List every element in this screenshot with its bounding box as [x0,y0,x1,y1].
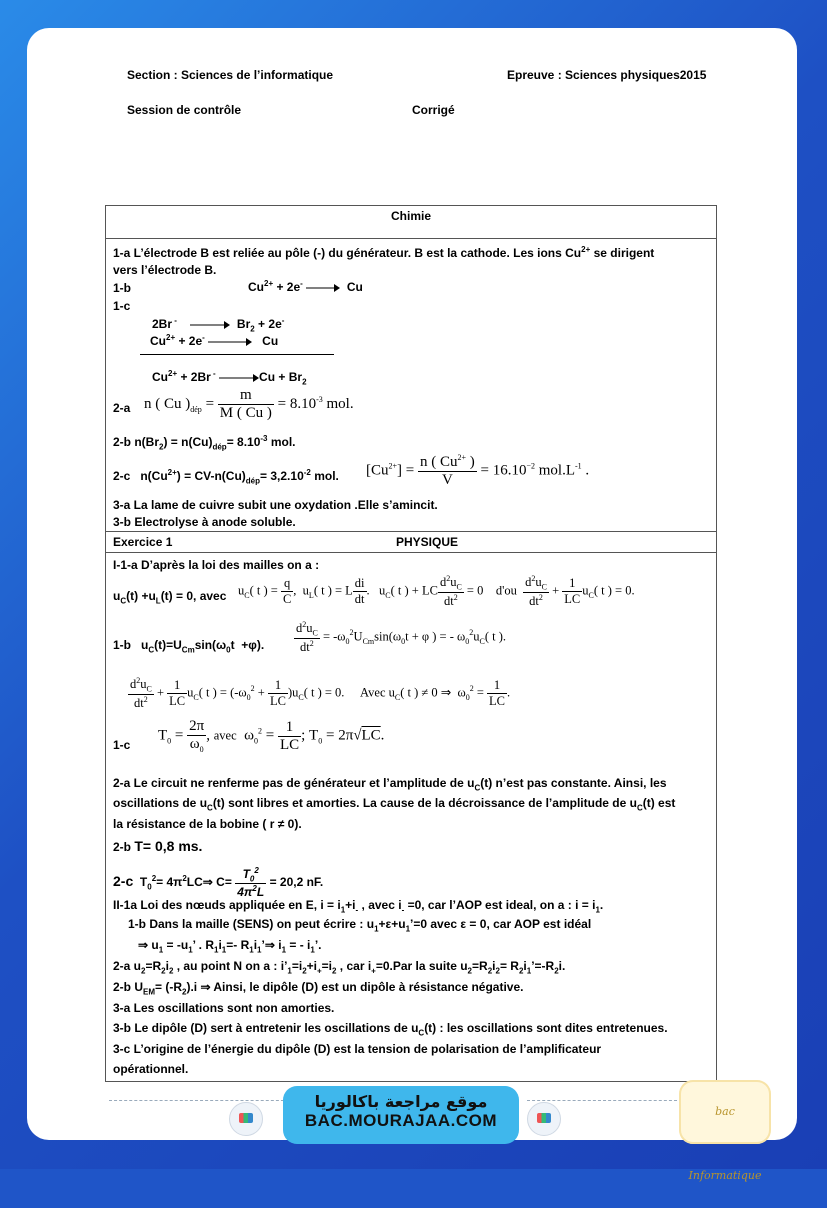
physique-title: PHYSIQUE [396,535,459,549]
arrow-icon [306,283,340,293]
physique-2b-ii: 2-b $U_{EM}= (-R_2).i$ ⇒ Ainsi, le dipôle (D) est un dipôle à résistance négative. [113,980,524,997]
site-url[interactable]: BAC.MOURAJAA.COM [304,1111,498,1130]
logo-icon [527,1102,561,1136]
physique-2c: 2-c $T_0^2=$ $4\pi^2LC\Rightarrow$ C= $\frac{T_0^2}{4\pi^2L}$ = 20,2 nF. [113,866,324,900]
section-label: Section : Sciences de l’informatique [127,68,334,82]
logo-icon [229,1102,263,1136]
chimie-3a: 3-a La lame de cuivre subit une oxydation .Elle s’amincit. [113,498,438,512]
document-page [27,28,797,1182]
physique-3b: 3-b Le dipôle (D) sert à entretenir les oscillations de $u_C(t)$ : les oscillations sont dites entretenues. [113,1021,668,1038]
answer-table [105,205,717,1082]
footer-divider [527,1100,677,1101]
corrige-label: Corrigé [412,103,455,117]
chimie-1a-line1: 1-a L’électrode B est reliée au pôle (-) du générateur. B est la cathode. Les ions $Cu^{2+}$ se dirigent [113,245,655,260]
physique-2a-ii: 2-a $u_2=R_2i_2$ , au point N on a : $i’_1=i_2+i_+=i_2$ , car $i_+=0.Par$ la suite $u_2=R_2i_2=$ $R_2i_1’=-R_2i$. [113,959,566,976]
reaction-cathode: $Cu^{2+} + 2e^-$ Cu [248,279,363,294]
arrow-icon [219,373,259,383]
equation-omega: $\frac{d^2u_C}{dt^2}$ + $\frac{1}{LC}$ $u_C$( t ) = ($-\omega_0^2$ + $\frac{1}{LC}$ )$u_C$( t ) = 0. Avec $u_C$( t ) ≠ 0 ⇒ $\omega_0^2$ = $\frac{1}{LC}$ . [130,676,511,710]
equation-mailles: $u_C$( t ) = $\frac{q}{C}$ , $u_L$( t ) = L $\frac{di}{dt}$ . $u_C$( t ) + LC $\frac{d^2u_C}{dt^2}$ = 0 d'ou $\frac{d^2u_C}{dt^2}$ + $\frac{1}{LC}$ $u_C$( t ) = 0. [238,574,635,608]
physique-3c-line2: opérationnel. [113,1062,189,1076]
chimie-1b-label: 1-b [113,281,131,295]
physique-i1a-eq-label: $u_C(t) +u_L(t) = 0$, avec [113,589,227,606]
equation-n-cu: n ( Cu )$_{dép}$ = $\frac{m}{M ( Cu )}$ = $8.10^{-3}$ mol. [144,387,354,421]
session-label: Session de contrôle [127,103,242,117]
bac-informatique-logo: bac Informatique [679,1080,771,1144]
epreuve-label: Epreuve : Sciences physiques2015 [507,68,707,82]
physique-ii1a: II-1a Loi des nœuds appliquée en E, $i = i_1+i_-$ , avec $i_- =0$, car l’AOP est ideal, on a : $i = i_1$. [113,898,604,915]
physique-1c-label: 1-c [113,738,131,752]
physique-ii1b: 1-b Dans la maille (SENS) on peut écrire : $u_1+\varepsilon+u_1’=0$ avec ε = 0, car AOP est idéal [128,917,592,934]
physique-3c-line1: 3-c L’origine de l’énergie du dipôle (D) est la tension de polarisation de l’amplificateur [113,1042,602,1056]
sum-line [140,354,334,355]
chimie-1a-line2: vers l’électrode B. [113,263,217,277]
arrow-icon [190,320,230,330]
physique-2b: 2-b T= 0,8 ms. [113,838,203,854]
divider [106,238,716,239]
physique-i1a: I-1-a D’après la loi des mailles on a : [113,558,320,572]
physique-2a-line1: 2-a Le circuit ne renferme pas de générateur et l’amplitude de $u_C(t)$ n’est pas constante. Ainsi, les [113,776,667,793]
footer-divider [109,1100,289,1101]
reaction-anode: 2Br - $Br_2 + 2e^-$ [152,316,285,334]
chimie-1c-label: 1-c [113,299,131,313]
chimie-title: Chimie [391,209,432,223]
chimie-2a-label: 2-a [113,401,131,415]
chimie-2b: 2-b $n(Br_2) = n(Cu)_{dép}= 8.10^{-3}$ mol. [113,434,296,452]
reaction-global: $Cu^{2+} + 2Br$ - $Cu + Br_2$ [152,369,307,387]
equation-period: $T_0$ = $\frac{2\pi}{\omega_0}$ , avec $\omega_0^2$ = $\frac{1}{LC}$ ; $T_0 = 2\pi√LC$. [158,718,385,754]
arrow-icon [208,337,252,347]
divider [106,531,716,532]
reaction-cathode-2: $Cu^{2+} + 2e^-$ Cu [150,333,279,348]
physique-3a: 3-a Les oscillations sont non amorties. [113,1001,335,1015]
physique-1b: 1-b $u_C(t)=U_{Cm}\sin(\omega_0t +\varphi)$. [113,638,265,655]
equation-concentration: $[Cu^{2+}]$ = $\frac{n ( Cu^{2+} )}{V}$ = $16.10^{-2}$ $mol.L^{-1}$ . [366,453,590,488]
exercice-label: Exercice 1 [113,535,173,549]
site-banner[interactable] [283,1086,519,1144]
physique-ii1b-result: ⇒ $u_1 = -u_1$’ . $R_1i_1=-$ $R_1i_1’\Rightarrow$ $i_1$ = - $i_1$’. [138,938,322,955]
divider [106,552,716,553]
equation-derivative: $\frac{d^2u_C}{dt^2}$ = $-\omega_0^2U_{Cm}\sin(\omega_0t + \varphi$ ) = - $\omega_0^2u_C$( t ). [296,620,506,654]
chimie-2c: 2-c $n(Cu^{2+}) = CV-n(Cu)_{dép}= 3,2.10^{-2}$ mol. [113,468,339,486]
physique-2a-line2: oscillations de $u_C(t)$ sont libres et amorties. La cause de la décroissance de l’amplitude de $u_C(t)$ est [113,796,676,813]
site-arabic-title: موقع مراجعة باكالوريا [314,1092,488,1111]
chimie-3b: 3-b Electrolyse à anode soluble. [113,515,296,529]
physique-2a-line3: la résistance de la bobine ( r ≠ 0). [113,817,302,831]
